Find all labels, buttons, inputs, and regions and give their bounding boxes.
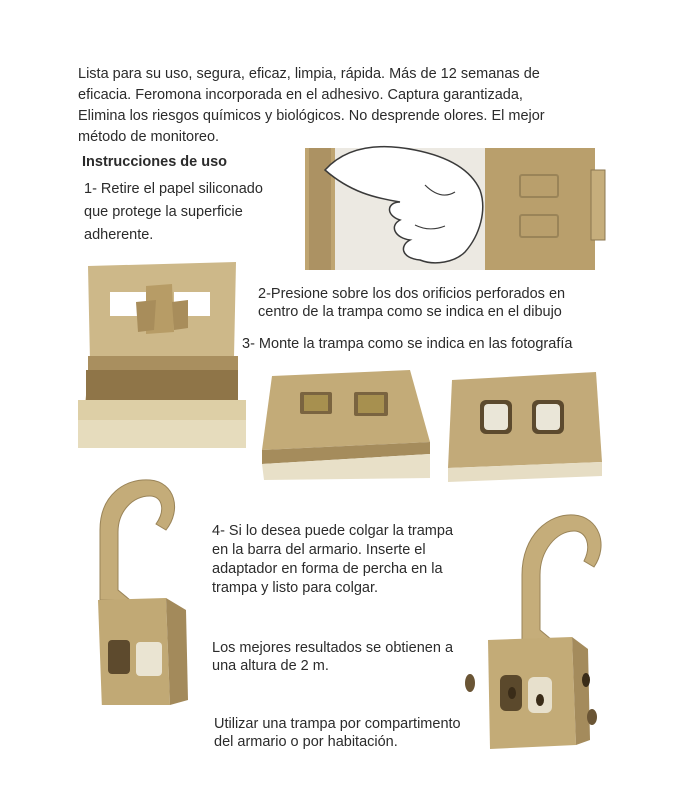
hand-peeling-illustration: [305, 140, 610, 272]
usage-text: [214, 715, 484, 751]
usage-line: del armario o por habitación.: [214, 734, 398, 750]
step-1-line: adherente.: [84, 227, 154, 243]
step-3-text: 3- Monte la trampa como se indica en las fotografía: [242, 336, 573, 352]
step-1-text: [84, 178, 284, 247]
intro-line: Lista para su uso, segura, eficaz, limpia, rápida. Más de 12 semanas de: [78, 66, 540, 82]
open-trap-photo: [76, 262, 248, 450]
intro-line: eficacia. Feromona incorporada en el adhesivo. Captura garantizada,: [78, 87, 523, 103]
step-4-line: adaptador en forma de percha en la: [212, 561, 443, 577]
step-1-line: 1- Retire el papel siliconado: [84, 181, 263, 197]
step-2-line: centro de la trampa como se indica en el dibujo: [258, 304, 562, 320]
step-2-line: 2-Presione sobre los dos orificios perforados en: [258, 286, 566, 302]
intro-line: método de monitoreo.: [78, 129, 220, 145]
step-4-line: trampa y listo para colgar.: [212, 580, 379, 596]
step-4-line: 4- Si lo desea puede colgar la trampa: [212, 523, 454, 539]
assembled-trap-photo-2: [446, 372, 604, 488]
hanging-trap-photo-left: [70, 470, 205, 730]
intro-paragraph: [78, 64, 623, 148]
step-1-line: que protege la superficie: [84, 204, 243, 220]
instructions-heading: Instrucciones de uso: [82, 154, 228, 170]
step-4-line: en la barra del armario. Inserte el: [212, 542, 426, 558]
assembled-trap-photo-1: [262, 370, 432, 482]
intro-line: Elimina los riesgos químicos y biológicos. No desprende olores. El mejor: [78, 108, 545, 124]
results-line: una altura de 2 m.: [212, 658, 329, 674]
step-4-text: [212, 522, 472, 598]
step-2-text: [258, 285, 598, 321]
results-text: [212, 639, 482, 675]
usage-line: Utilizar una trampa por compartimento: [214, 716, 461, 732]
hanging-trap-photo-right: [464, 505, 614, 750]
results-line: Los mejores resultados se obtienen a: [212, 640, 454, 656]
